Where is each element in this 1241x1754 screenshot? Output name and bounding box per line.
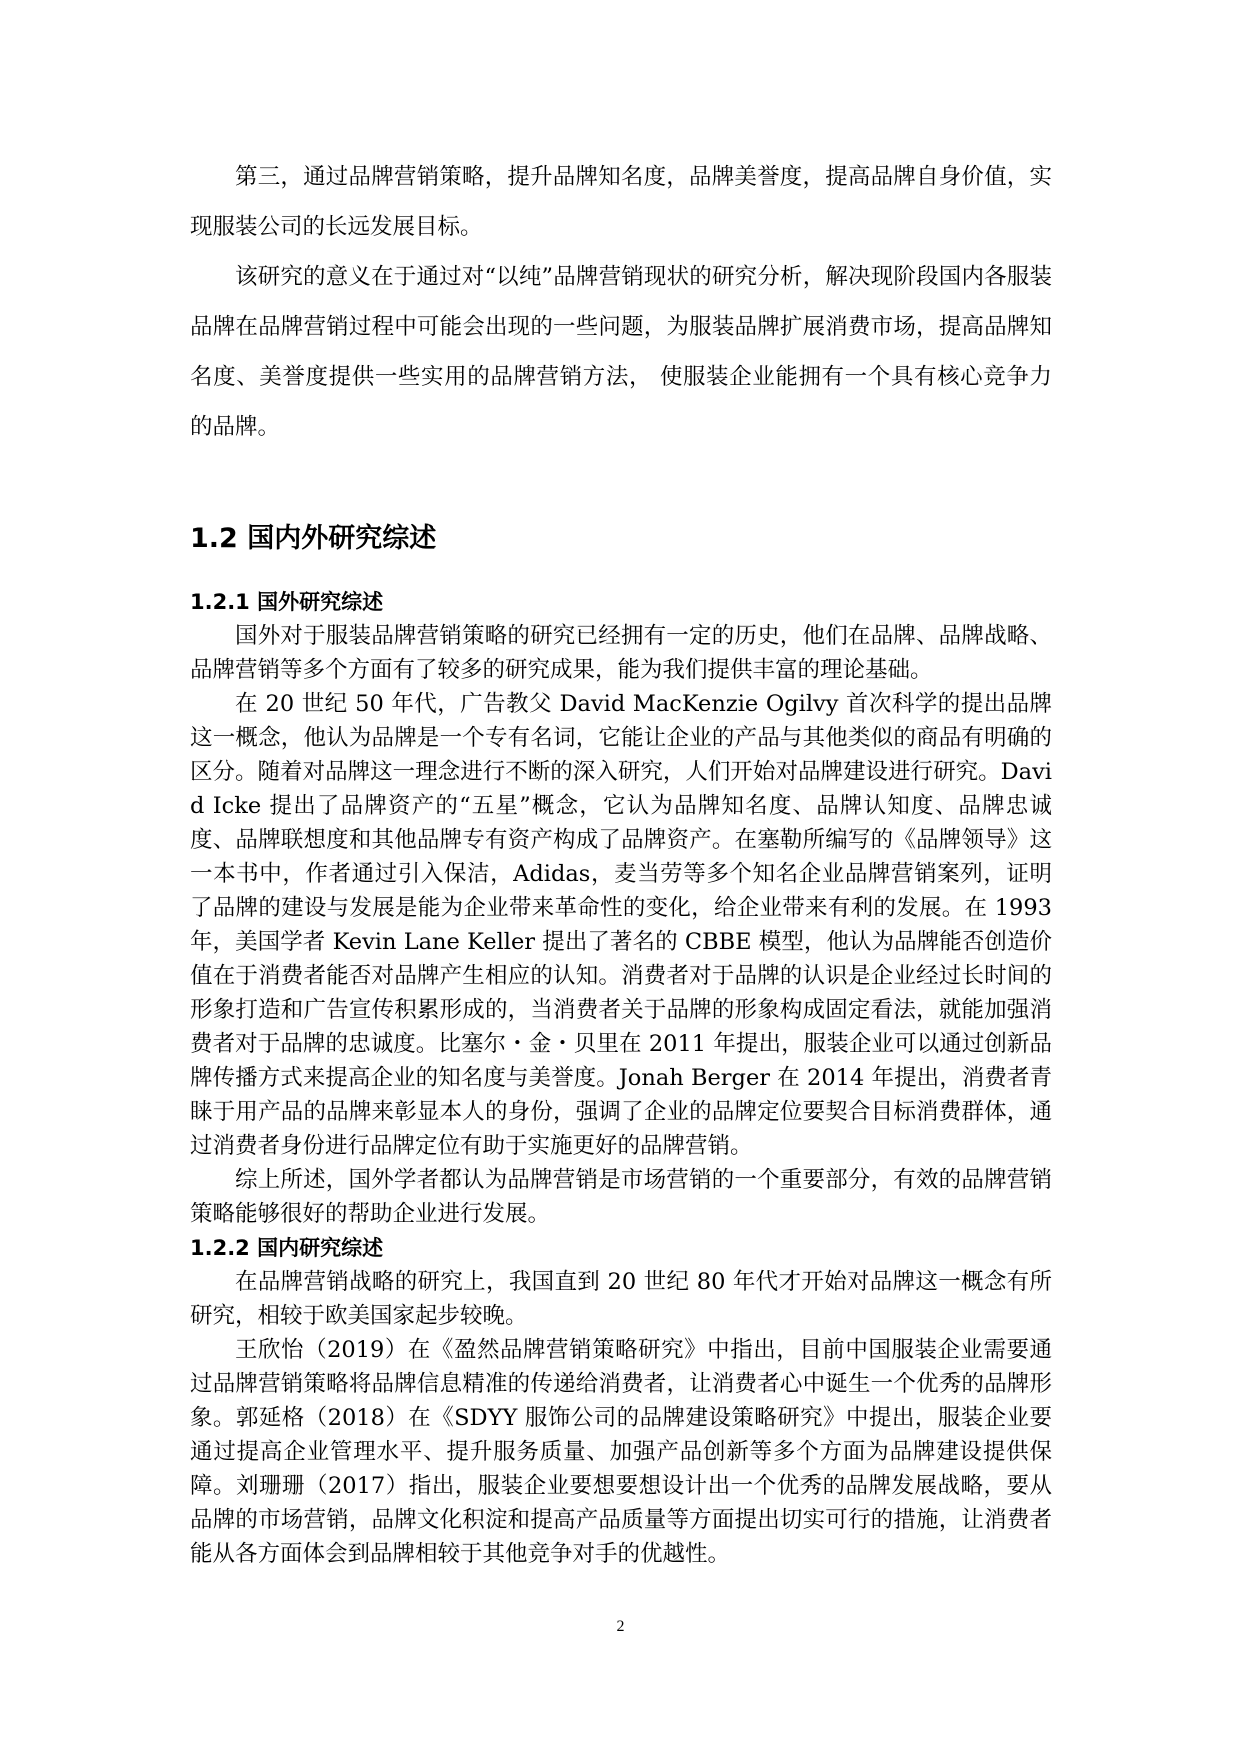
intro-paragraph-2: 该研究的意义在于通过对“以纯”品牌营销现状的研究分析，解决现阶段国内各服装品牌在品牌营销过程中可能会出现的一些问题，为服装品牌扩展消费市场，提高品牌知名度、美誉度提供一些实用的品牌营销方法， 使服装企业能拥有一个具有核心竞争力的品牌。 [190, 264, 1052, 440]
page-number: 2 [616, 1618, 625, 1635]
intro-paragraph-1: 第三，通过品牌营销策略，提升品牌知名度，品牌美誉度，提高品牌自身价值，实现服装公司的长远发展目标。 [190, 164, 1052, 240]
subsection-heading-domestic: 1.2.2 国内研究综述 [190, 1236, 384, 1260]
subsection-heading-foreign: 1.2.1 国外研究综述 [190, 590, 384, 614]
section-heading: 1.2 国内外研究综述 [190, 523, 437, 554]
foreign-paragraph-3: 综上所述，国外学者都认为品牌营销是市场营销的一个重要部分，有效的品牌营销策略能够很好的帮助企业进行发展。 [190, 1167, 1052, 1227]
domestic-paragraph-1: 在品牌营销战略的研究上，我国直到 20 世纪 80 年代才开始对品牌这一概念有所研究，相较于欧美国家起步较晚。 [190, 1269, 1052, 1329]
foreign-paragraph-1: 国外对于服装品牌营销策略的研究已经拥有一定的历史，他们在品牌、品牌战略、品牌营销等多个方面有了较多的研究成果，能为我们提供丰富的理论基础。 [190, 623, 1052, 683]
domestic-paragraph-2: 王欣怡（2019）在《盈然品牌营销策略研究》中指出，目前中国服装企业需要通过品牌营销策略将品牌信息精准的传递给消费者，让消费者心中诞生一个优秀的品牌形象。郭延格（2018）在《SDYY 服饰公司的品牌建设策略研究》中提出，服装企业要通过提高企业管理水平、提升服务质量、加强产品创新等多个方面为品牌建设提供保障。刘珊珊（2017）指出，服装企业要想要想设计出一个优秀的品牌发展战略，要从品牌的市场营销，品牌文化积淀和提高产品质量等方面提出切实可行的措施，让消费者能从各方面体会到品牌相较于其他竞争对手的优越性。 [190, 1337, 1052, 1567]
foreign-paragraph-2: 在 20 世纪 50 年代，广告教父 David MacKenzie Ogilvy 首次科学的提出品牌这一概念，他认为品牌是一个专有名词，它能让企业的产品与其他类似的商品有明确的区分。随着对品牌这一理念进行不断的深入研究，人们开始对品牌建设进行研究。David Icke 提出了品牌资产的“五星”概念，它认为品牌知名度、品牌认知度、品牌忠诚度、品牌联想度和其他品牌专有资产构成了品牌资产。在塞勒所编写的《品牌领导》这一本书中，作者通过引入保洁，Adidas，麦当劳等多个知名企业品牌营销案列，证明了品牌的建设与发展是能为企业带来革命性的变化，给企业带来有利的发展。在 1993 年，美国学者 Kevin Lane Keller 提出了著名的 CBBE 模型，他认为品牌能否创造价值在于消费者能否对品牌产生相应的认知。消费者对于品牌的认识是企业经过长时间的形象打造和广告宣传积累形成的，当消费者关于品牌的形象构成固定看法，就能加强消费者对于品牌的忠诚度。比塞尔・金・贝里在 2011 年提出，服装企业可以通过创新品牌传播方式来提高企业的知名度与美誉度。Jonah Berger 在 2014 年提出，消费者青睐于用产品的品牌来彰显本人的身份，强调了企业的品牌定位要契合目标消费群体，通过消费者身份进行品牌定位有助于实施更好的品牌营销。 [190, 691, 1052, 1159]
